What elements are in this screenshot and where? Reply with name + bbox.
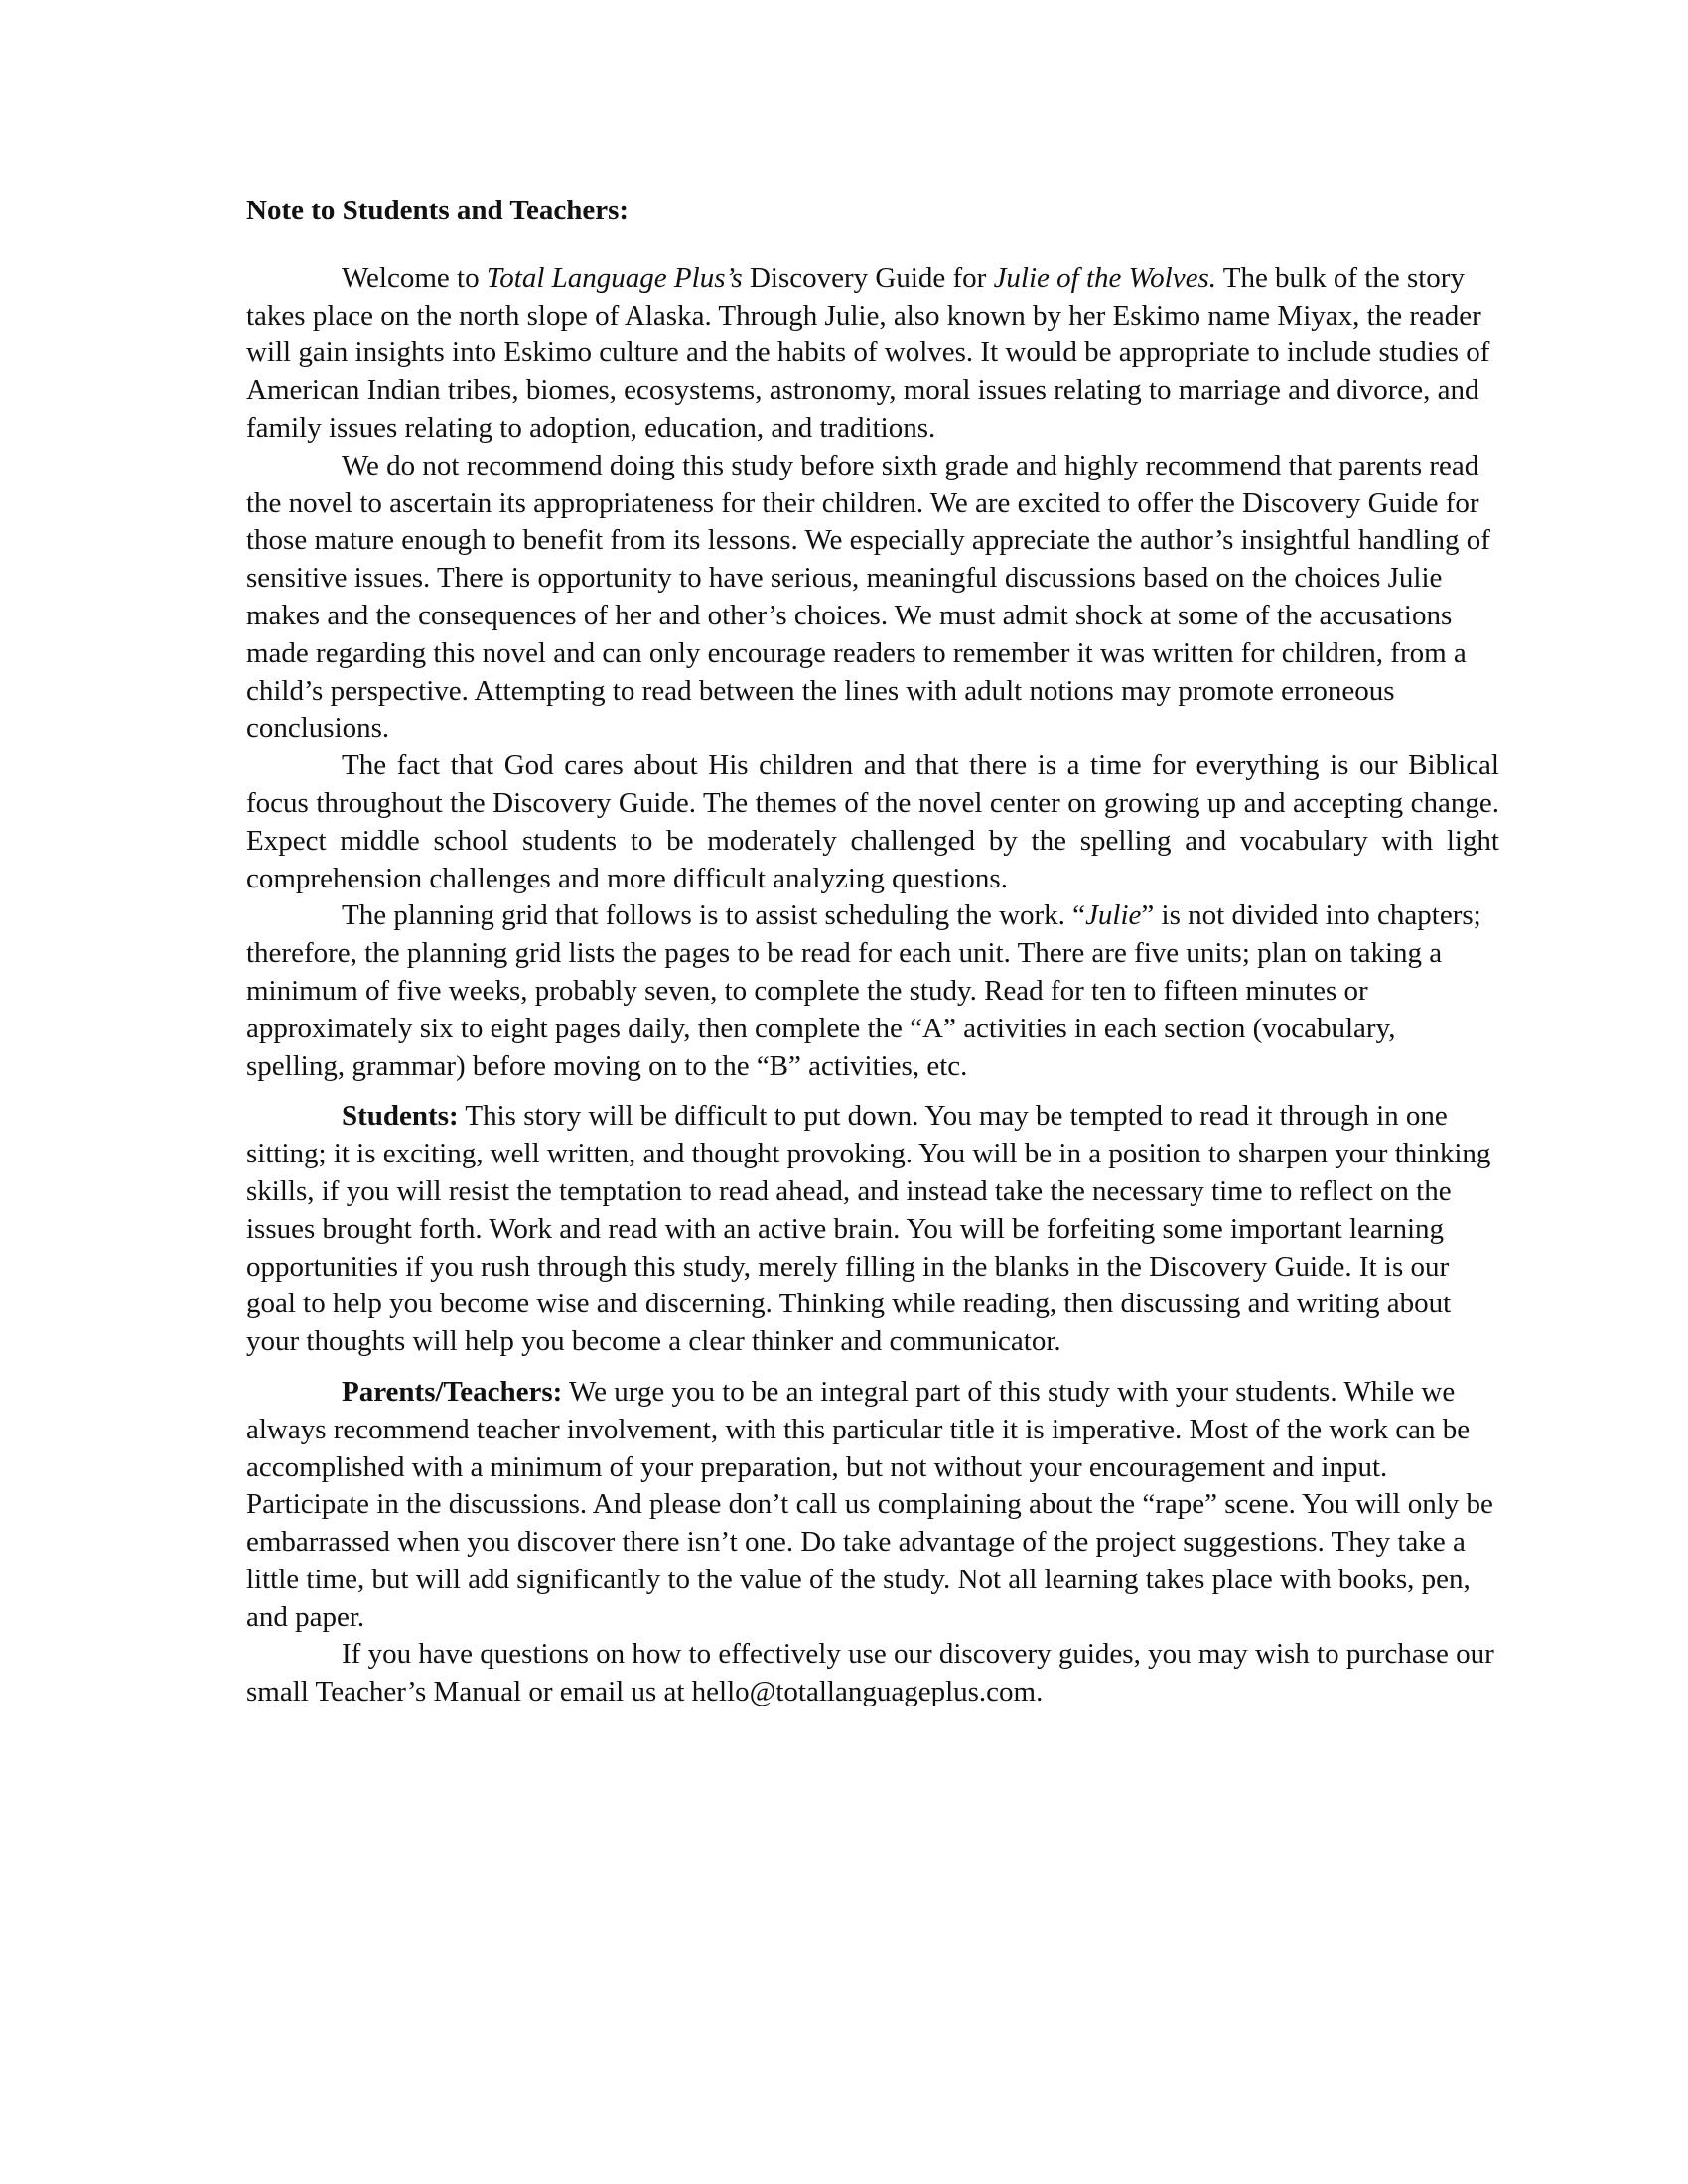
students-label: Students:	[342, 1100, 459, 1133]
paragraph-welcome	[246, 260, 1499, 448]
book-title: Julie of the Wolves.	[993, 261, 1216, 294]
welcome-text-middle: Discovery Guide for	[742, 261, 994, 294]
page-heading: Note to Students and Teachers:	[246, 195, 630, 226]
paragraph-students	[246, 1098, 1499, 1361]
parents-teachers-label: Parents/Teachers:	[342, 1375, 563, 1408]
julie-title: Julie	[1085, 899, 1142, 932]
welcome-text-start: Welcome to	[342, 261, 487, 294]
document-page	[246, 193, 1499, 1711]
welcome-text-end: The bulk of the story takes place on the north slope of Alaska. Through Julie, also known by her Eskimo name Miyax, the reader will gain insights into Eskimo culture and the habits of wolves. It would be appropriate to include studies of American Indian tribes, biomes, ecosystems, astronomy, moral issues relating to marriage and divorce, and family issues relating to adoption, education, and traditions.	[246, 261, 1490, 444]
paragraph-biblical-focus: The fact that God cares about His children and that there is a time for everything is our Biblical focus throughout the Discovery Guide. The themes of the novel center on growing up and accepting change. Expect middle school students to be moderately challenged by the spelling and vocabulary with light comprehension challenges and more difficult analyzing questions.	[246, 750, 1499, 894]
paragraph-closing: If you have questions on how to effectively use our discovery guides, you may wish to purchase our small Teacher’s Manual or email us at hello@totallanguageplus.com.	[246, 1638, 1494, 1708]
paragraph-parents-teachers	[246, 1374, 1499, 1637]
paragraph-recommendation: We do not recommend doing this study before sixth grade and highly recommend that parents read the novel to ascertain its appropriateness for their children. We are excited to offer the Discovery Guide for those mature enough to benefit from its lessons. We especially appreciate the author’s insightful handling of sensitive issues. There is opportunity to have serious, meaningful discussions based on the choices Julie makes and the consequences of her and other’s choices. We must admit shock at some of the accusations made regarding this novel and can only encourage readers to remember it was written for children, from a child’s perspective. Attempting to read between the lines with adult notions may promote erroneous conclusions.	[246, 449, 1490, 745]
students-text: This story will be difficult to put down. You may be tempted to read it through in one sitting; it is exciting, well written, and thought provoking. You will be in a position to sharpen your thinking skills, if you will resist the temptation to read ahead, and instead take the necessary time to reflect on the issues brought forth. Work and read with an active brain. You will be forfeiting some important learning opportunities if you rush through this study, merely filling in the blanks in the Discovery Guide. It is our goal to help you become wise and discerning. Thinking while reading, then discussing and writing about your thoughts will help you become a clear thinker and communicator.	[246, 1100, 1491, 1358]
publisher-name: Total Language Plus’s	[486, 261, 743, 294]
paragraph-planning-grid	[246, 897, 1499, 1085]
parents-teachers-text: We urge you to be an integral part of this study with your students. While we always recommend teacher involvement, with this particular title it is imperative. Most of the work can be accomplished with a minimum of your preparation, but not without your encouragement and input. Participate in the discussions. And please don’t call us complaining about the “rape” scene. You will only be embarrassed when you discover there isn’t one. Do take advantage of the project suggestions. They take a little time, but will add significantly to the value of the study. Not all learning takes place with books, pen, and paper.	[246, 1375, 1493, 1633]
planning-text-end: ” is not divided into chapters; therefore, the planning grid lists the pages to be read for each unit. There are five units; plan on taking a minimum of five weeks, probably seven, to complete the study. Read for ten to fifteen minutes or approximately six to eight pages daily, then complete the “A” activities in each section (vocabulary, spelling, grammar) before moving on to the “B” activities, etc.	[246, 899, 1481, 1082]
planning-text-start: The planning grid that follows is to assist scheduling the work. “	[342, 899, 1086, 932]
